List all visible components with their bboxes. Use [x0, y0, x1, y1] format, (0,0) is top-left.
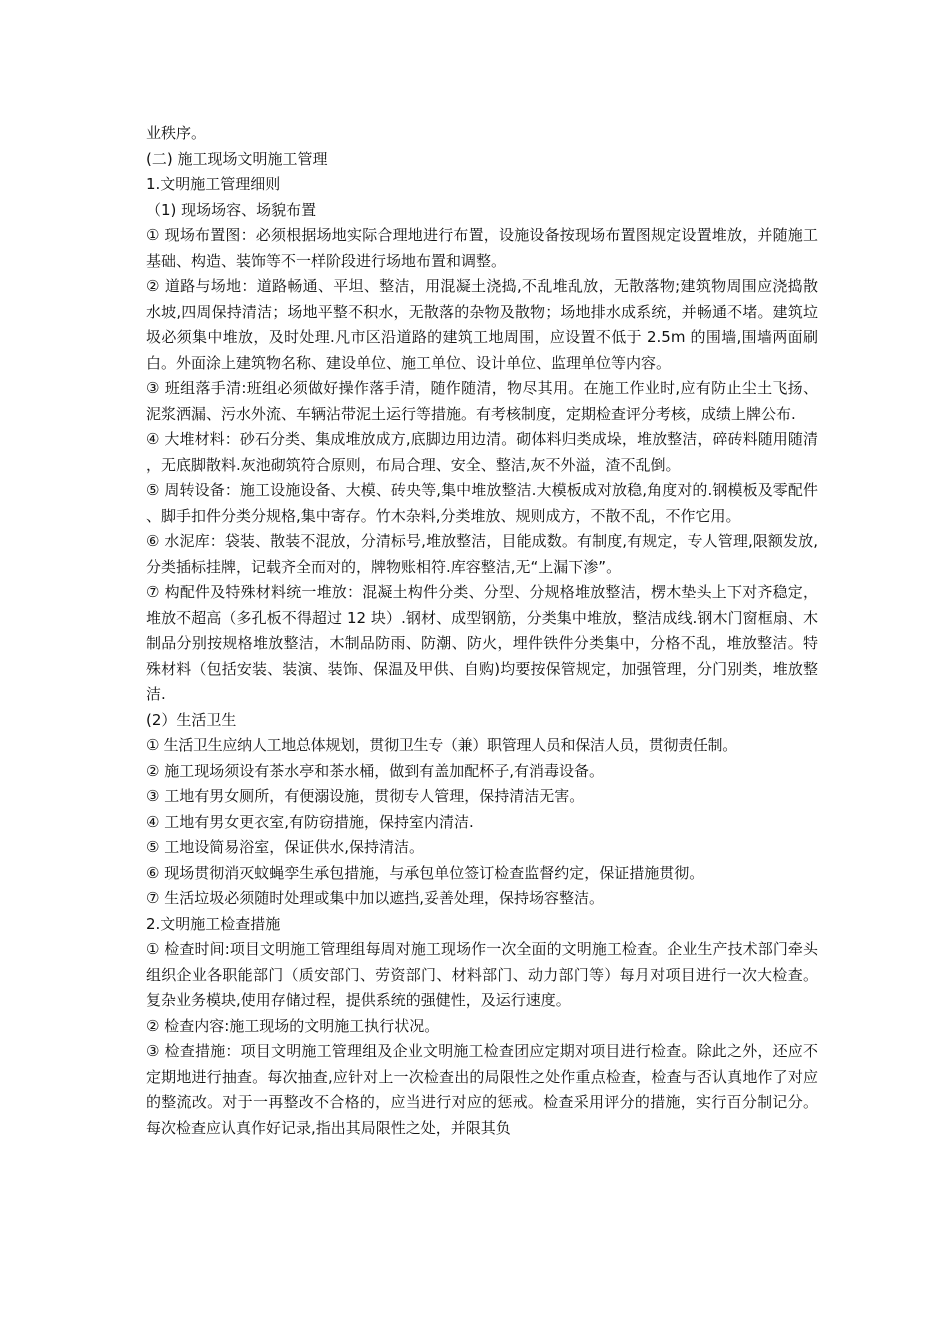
heading-site-layout: （1) 现场场容、场貌布置 — [146, 200, 317, 219]
paragraph-tea-facilities: ② 施工现场须设有茶水亭和茶水桶，做到有盖加配杯子,有消毒设备。 — [146, 761, 604, 780]
paragraph-inspection-content: ② 检查内容:施工现场的文明施工执行状况。 — [146, 1016, 440, 1035]
paragraph-section-order: 业秩序。 — [146, 124, 207, 142]
paragraph-hygiene-planning: ① 生活卫生应纳人工地总体规划，贯彻卫生专（兼）职管理人员和保洁人员，贯彻责任制。 — [146, 736, 737, 754]
paragraph-toilets: ③ 工地有男女厕所，有便溺设施，贯彻专人管理，保持清洁无害。 — [146, 787, 585, 805]
paragraph-inspection-time: ① 检查时间:项目文明施工管理组每周对施工现场作一次全面的文明施工检查。企业生产技术部门牵头组织企业各职能部门（质安部门、劳资部门、材料部门、动力部门等）每月对项目进行一次大检查。复杂业务模块,使用存储过程，提供系统的强健性，及运行速度。 — [146, 940, 818, 1009]
paragraph-changing-rooms: ④ 工地有男女更衣室,有防窃措施，保持室内清洁. — [146, 812, 474, 831]
heading-civilized-construction-management: (二) 施工现场文明施工管理 — [146, 149, 328, 168]
paragraph-pest-control: ⑥ 现场贯彻消灭蚊蝇孪生承包措施，与承包单位签订检查监督约定，保证措施贯彻。 — [146, 863, 705, 882]
paragraph-turnover-equipment: ⑤ 周转设备：施工设施设备、大模、砖央等,集中堆放整洁.大模板成对放稳,角度对的.钢模板及零配件、脚手扣件分类分规格,集中寄存。竹木杂料,分类堆放、规则成方，不散不乱，不作它用。 — [146, 481, 818, 525]
paragraph-inspection-methods: ③ 检查措施：项目文明施工管理组及企业文明施工检查团应定期对项目进行检查。除此之外，还应不定期地进行抽查。每次抽查,应针对上一次检查出的局限性之处作重点检查，检查与否认真地作了对应的整流改。对于一再整改不合格的，应当进行对应的惩戒。检查采用评分的措施，实行百分制记分。每次检查应认真作好记录,指出其局限性之处，并限其负 — [146, 1042, 818, 1137]
paragraph-components-special-materials: ⑦ 构配件及特殊材料统一堆放：混凝土构件分类、分型、分规格堆放整洁，楞木垫头上下对齐稳定，堆放不超高（多孔板不得超过 12 块）.钢材、成型钢筋，分类集中堆放，整洁成线.钢木门窗框扇、木制品分别按规格堆放整洁，木制品防雨、防潮、防火，埋件铁件分类集中，分格不乱，堆放整洁。特殊材料（包括安装、装演、装饰、保温及甲供、自购)均要按保管规定，加强管理，分门别类，堆放整洁. — [146, 583, 818, 703]
paragraph-site-layout-plan: ① 现场布置图：必须根据场地实际合理地进行布置，设施设备按现场布置图规定设置堆放，并随施工基础、构造、装饰等不一样阶段进行场地布置和调整。 — [146, 226, 818, 270]
paragraph-bulk-materials: ④ 大堆材料：砂石分类、集成堆放成方,底脚边用边清。砌体料归类成垛，堆放整洁，碎砖料随用随清，无底脚散料.灰池砌筑符合原则，布局合理、安全、整洁,灰不外溢，渣不乱倒。 — [146, 430, 818, 474]
paragraph-bathroom: ⑤ 工地设简易浴室，保证供水,保持清洁。 — [146, 838, 424, 856]
paragraph-cement-warehouse: ⑥ 水泥库：袋装、散装不混放，分清标号,堆放整洁，目能成数。有制度,有规定，专人管理,限额发放,分类插标挂牌，记载齐全而对的，牌物账相符.库容整洁,无“上漏下渗”。 — [146, 532, 818, 576]
heading-living-hygiene: (2）生活卫生 — [146, 710, 237, 729]
paragraph-roads-and-site: ② 道路与场地：道路畅通、平坦、整洁，用混凝土浇捣,不乱堆乱放，无散落物;建筑物周围应浇捣散水坡,四周保持清洁；场地平整不积水，无散落的杂物及散物；场地排水成系统，并畅通不堵。建筑垃圾必须集中堆放，及时处理.凡市区沿道路的建筑工地周围，应设置不低于 2.5m 的围墙,围墙两面刷白。外面涂上建筑物名称、建设单位、施工单位、设计单位、监理单位等内容。 — [146, 277, 818, 372]
paragraph-team-cleanup: ③ 班组落手清:班组必须做好操作落手清，随作随清，物尽其用。在施工作业时,应有防止尘土飞扬、泥浆洒漏、污水外流、车辆沾带泥土运行等措施。有考核制度，定期检查评分考核，成绩上牌公布. — [146, 379, 818, 423]
paragraph-garbage-handling: ⑦ 生活垃圾必须随时处理或集中加以遮挡,妥善处理，保持场容整洁。 — [146, 889, 604, 907]
document-body — [146, 121, 818, 1141]
heading-management-rules: 1.文明施工管理细则 — [146, 175, 281, 193]
heading-inspection-measures: 2.文明施工检查措施 — [146, 914, 281, 933]
